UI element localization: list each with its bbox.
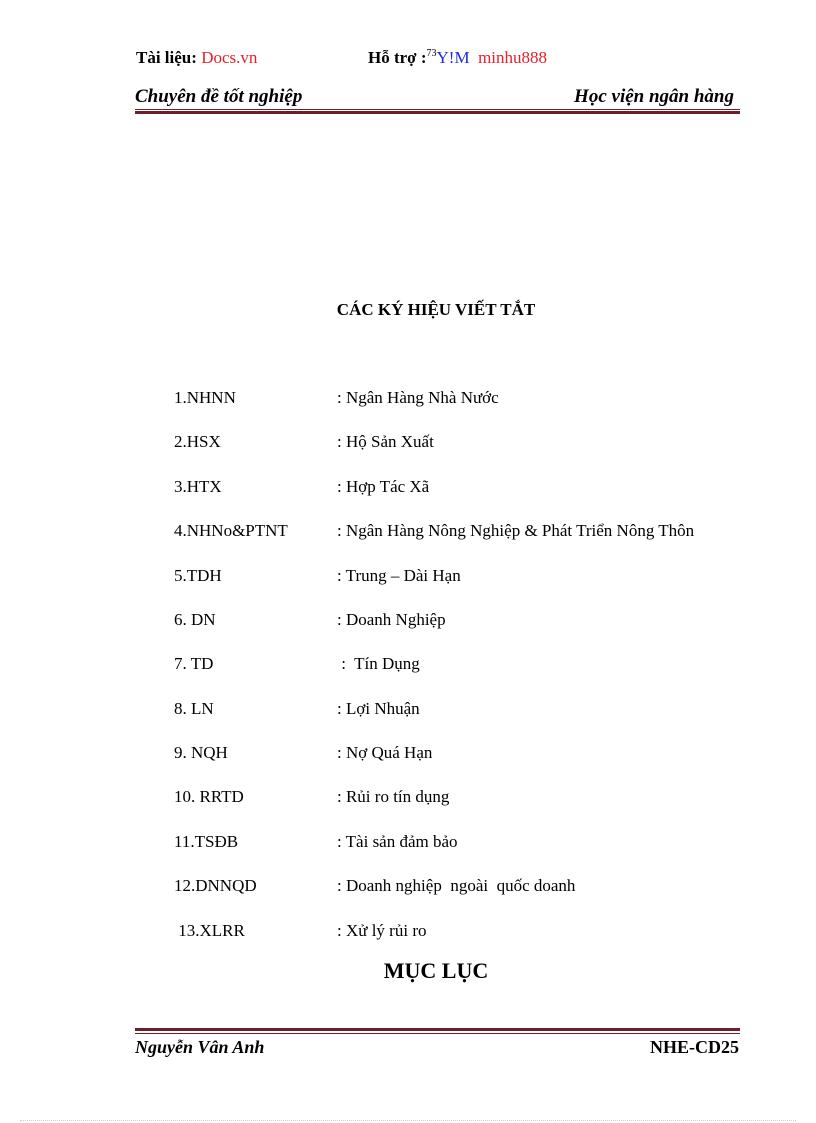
- abbr-meaning: : Nợ Quá Hạn: [337, 743, 433, 762]
- support-info: [368, 48, 547, 68]
- abbr-meaning: : Hợp Tác Xã: [337, 477, 430, 496]
- abbr-term: 3.HTX: [174, 477, 222, 496]
- footer-author: Nguyễn Vân Anh: [135, 1037, 265, 1057]
- abbr-meaning: : Trung – Dài Hạn: [337, 566, 461, 585]
- ym-label: Y!M: [436, 48, 470, 67]
- page-number: 73: [426, 48, 437, 59]
- abbr-meaning: : Ngân Hàng Nhà Nước: [337, 388, 499, 407]
- header-left: Chuyên đề tốt nghiệp: [135, 86, 303, 107]
- abbr-term: 10. RRTD: [174, 787, 244, 806]
- abbr-meaning: : Ngân Hàng Nông Nghiệp & Phát Triển Nông Thôn: [337, 521, 695, 540]
- abbr-meaning: : Doanh Nghiệp: [337, 610, 446, 629]
- footer-rule-thick: [135, 1028, 740, 1031]
- abbr-term: 9. NQH: [174, 743, 228, 762]
- abbr-meaning: : Doanh nghiệp ngoài quốc doanh: [337, 876, 576, 895]
- abbr-term: 7. TD: [174, 654, 214, 673]
- doc-site-link[interactable]: Docs.vn: [201, 48, 258, 67]
- doc-label: Tài liệu: [136, 48, 192, 67]
- doc-source-label: Tài liệu: Docs.vn: [136, 48, 258, 67]
- abbr-term: 4.NHNo&PTNT: [174, 521, 288, 540]
- abbr-term: 8. LN: [174, 699, 214, 718]
- abbr-term: 12.DNNQD: [174, 876, 257, 895]
- abbr-term: 6. DN: [174, 610, 216, 629]
- toc-heading: MỤC LỤC: [383, 958, 489, 983]
- footer-code: NHE-CD25: [650, 1037, 739, 1057]
- abbr-meaning: : Tín Dụng: [337, 654, 420, 673]
- abbr-meaning: : Xử lý rủi ro: [337, 921, 427, 940]
- abbr-meaning: : Lợi Nhuận: [337, 699, 420, 718]
- abbr-term: 2.HSX: [174, 432, 221, 451]
- footer-rule-thin: [135, 1033, 740, 1034]
- abbr-term: 11.TSĐB: [174, 832, 239, 851]
- header-rule-thick: [135, 111, 740, 114]
- header-right: Học viện ngân hàng: [574, 86, 734, 107]
- page-bottom-divider: [20, 1120, 796, 1121]
- abbr-meaning: : Tài sản đảm bảo: [337, 832, 458, 851]
- abbr-term: 13.XLRR: [174, 921, 245, 940]
- header-rule-thin: [135, 109, 740, 110]
- abbr-meaning: : Hộ Sản Xuất: [337, 432, 434, 451]
- abbr-term: 5.TDH: [174, 566, 222, 585]
- support-label: Hỗ trợ :: [368, 48, 427, 67]
- abbr-meaning: : Rủi ro tín dụng: [337, 787, 450, 806]
- ym-id[interactable]: minhu888: [478, 48, 548, 67]
- abbr-term: 1.NHNN: [174, 388, 236, 407]
- page-title: CÁC KÝ HIỆU VIẾT TẮT: [336, 300, 536, 319]
